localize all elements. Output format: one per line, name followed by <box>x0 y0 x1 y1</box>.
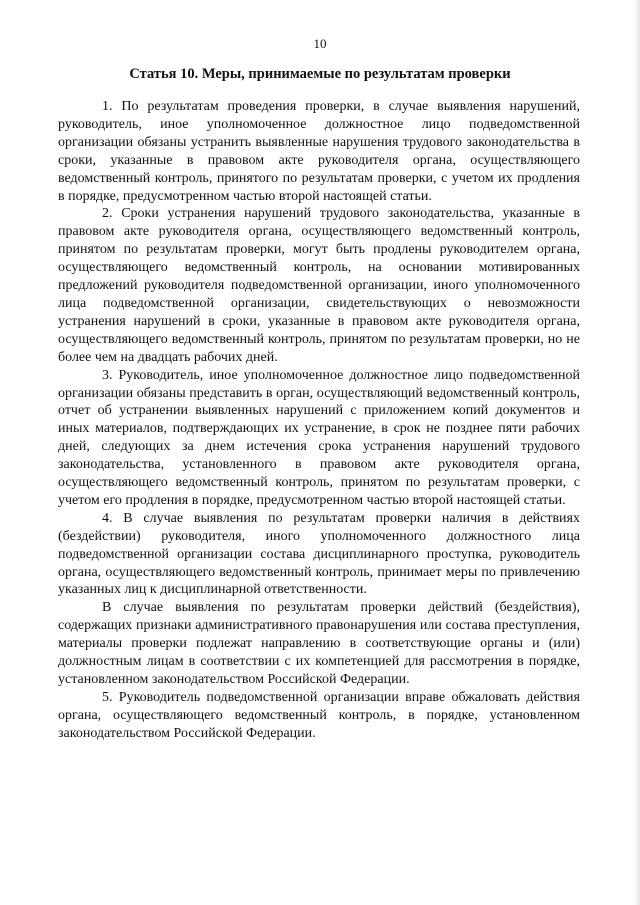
paragraph-2: 2. Сроки устранения нарушений трудового законодательства, указанные в правовом акте руководителя органа, осуществляющего ведомственный контроль, принятом по результатам проверки, могут быть продлены руководителем органа, осуществляющего ведомственный контроль, на основании мотивированных предложений руководителя подведомственной организации, иного уполномоченного лица подведомственной организации, свидетельствующих о невозможности устранения нарушений в сроки, указанные в правовом акте руководителя органа, осуществляющего ведомственный контроль, принятом по результатам проверки, но не более чем на двадцать рабочих дней. <box>58 206 580 365</box>
paragraph-1: 1. По результатам проведения проверки, в случае выявления нарушений, руководитель, иное уполномоченное должностное лицо подведомственной организации обязаны устранить выявленные нарушения трудового законодательства в сроки, указанные в правовом акте руководителя органа, осуществляющего ведомственный контроль, принятого по результатам проверки, с учетом их продления в порядке, предусмотренном частью второй настоящей статьи. <box>58 99 580 204</box>
paragraph-3: 3. Руководитель, иное уполномоченное должностное лицо подведомственной организации обязаны представить в орган, осуществляющий ведомственный контроль, отчет об устранении выявленных нарушений с приложением копий документов и иных материалов, подтверждающих их устранение, в срок не позднее пяти рабочих дней, следующих за днем истечения срока устранения нарушений трудового законодательства, установленного в правовом акте руководителя органа, осуществляющего ведомственный контроль, принятом по результатам проверки, с учетом его продления в порядке, предусмотренном частью второй настоящей статьи. <box>58 367 580 508</box>
page-edge-shadow <box>634 0 640 905</box>
paragraph-5: 5. Руководитель подведомственной организации вправе обжаловать действия органа, осуществляющего ведомственный контроль, в порядке, установленном законодательством Российской Федерации. <box>58 689 580 741</box>
page-number: 10 <box>313 36 327 51</box>
paragraph-4: 4. В случае выявления по результатам проверки наличия в действиях (бездействии) руководителя, иного уполномоченного должностного лица подведомственной организации состава дисциплинарного проступка, руководитель органа, осуществляющего ведомственный контроль, принимает меры по привлечению указанных лиц к дисциплинарной ответственности. <box>58 510 580 598</box>
article-body <box>58 98 580 743</box>
paragraph-4-continuation: В случае выявления по результатам проверки действий (бездействия), содержащих признаки административного правонарушения или состава преступления, материалы проверки подлежат направлению в соответствующие органы и (или) должностным лицам в соответствии с их компетенцией для рассмотрения в порядке, установленном законодательством Российской Федерации. <box>58 600 580 687</box>
article-heading: Статья 10. Меры, принимаемые по результатам проверки <box>129 66 511 82</box>
